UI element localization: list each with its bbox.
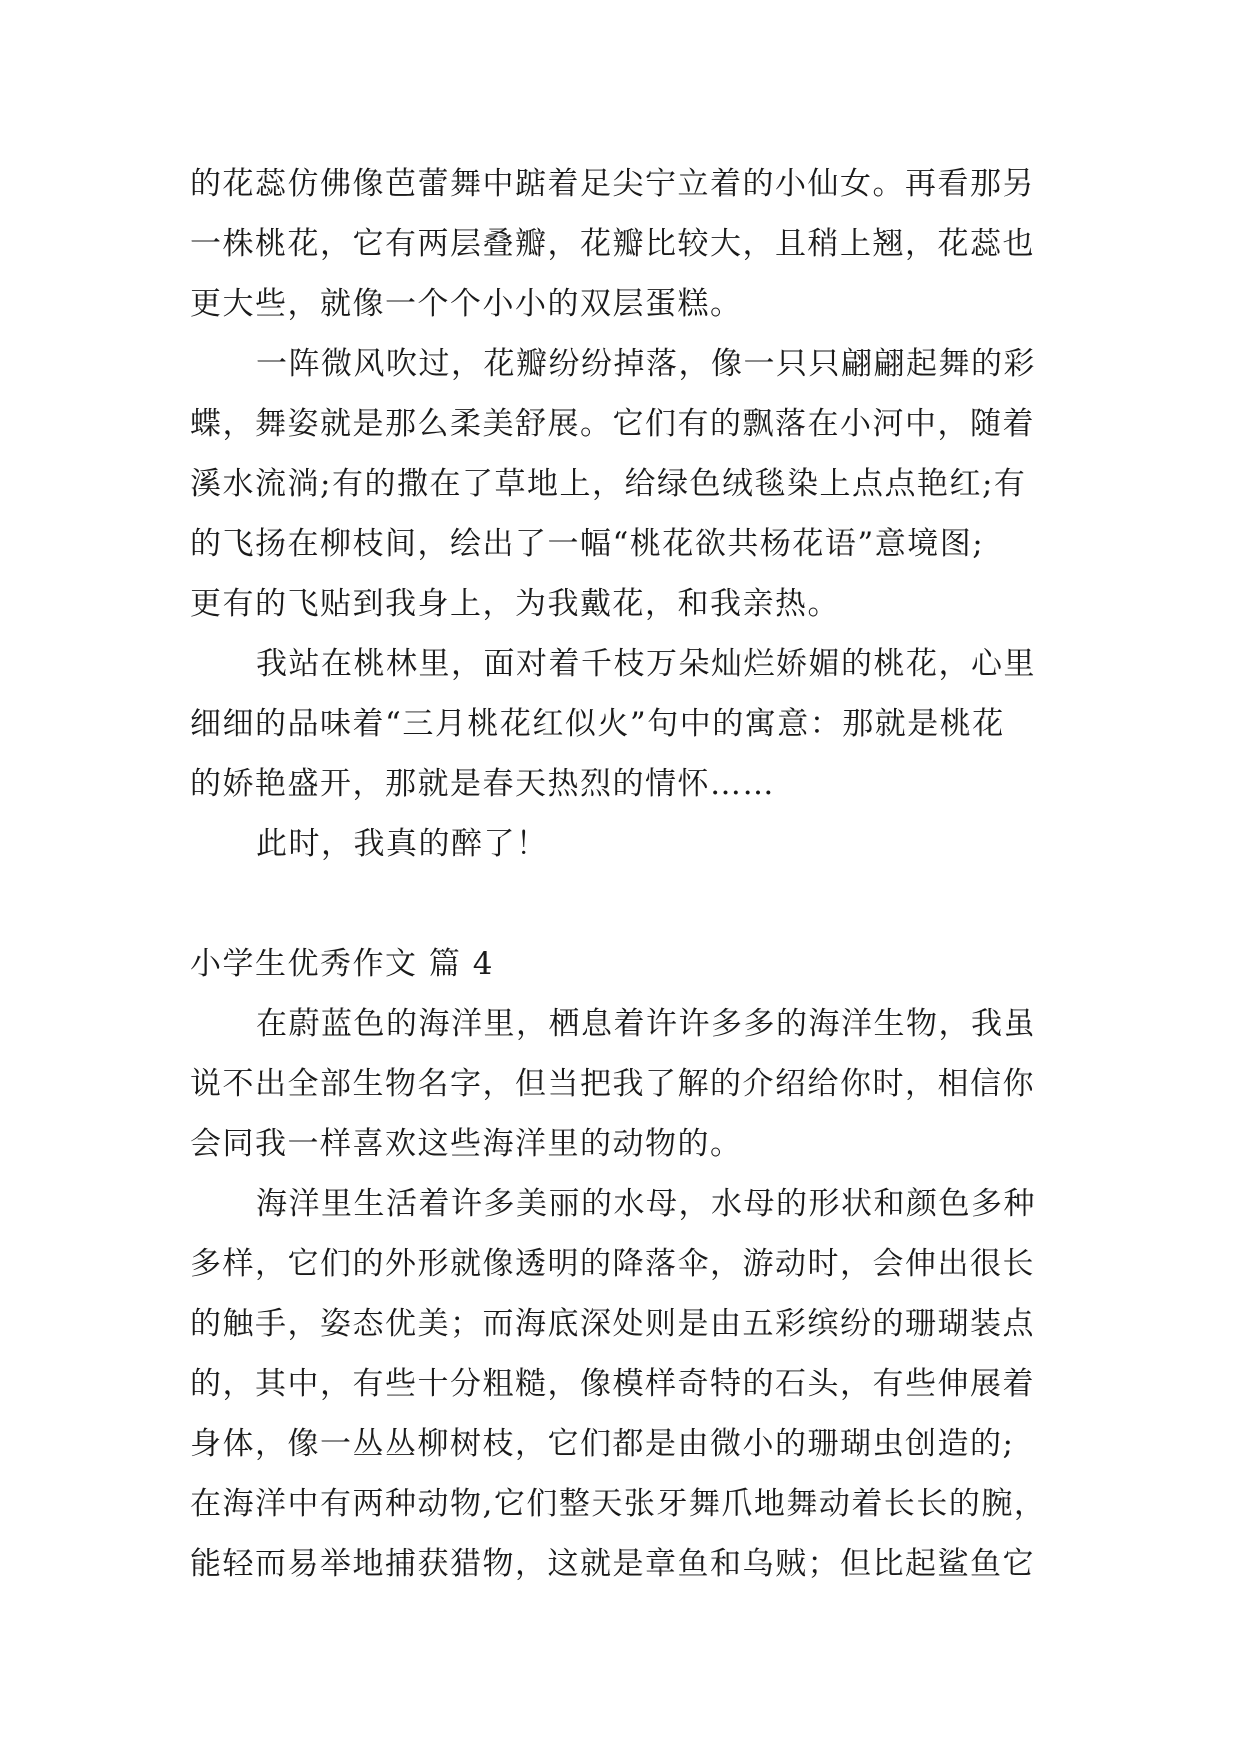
- text-line: 的，其中，有些十分粗糙，像模样奇特的石头，有些伸展着: [190, 1366, 1035, 1402]
- text-line: 的触手，姿态优美；而海底深处则是由五彩缤纷的珊瑚装点: [190, 1306, 1035, 1342]
- text-line: 一株桃花，它有两层叠瓣，花瓣比较大，且稍上翘，花蕊也: [190, 226, 1035, 262]
- text-line: 会同我一样喜欢这些海洋里的动物的。: [190, 1126, 743, 1162]
- paragraph-ocean-creatures: [190, 1174, 1050, 1594]
- text-line: 身体，像一丛丛柳树枝，它们都是由微小的珊瑚虫创造的;: [190, 1426, 1015, 1462]
- text-line: 溪水流淌;有的撒在了草地上，给绿色绒毯染上点点艳红;有: [190, 466, 1027, 502]
- text-line: 的飞扬在柳枝间，绘出了一幅“桃花欲共杨花语”意境图;: [190, 526, 985, 562]
- text-line: 说不出全部生物名字，但当把我了解的介绍给你时，相信你: [190, 1066, 1035, 1102]
- text-line: 我站在桃林里，面对着千枝万朵灿烂娇媚的桃花，心里: [256, 646, 1036, 682]
- text-line: 一阵微风吹过，花瓣纷纷掉落，像一只只翩翩起舞的彩: [256, 346, 1036, 382]
- section-spacer: [190, 874, 1050, 934]
- text-line: 的娇艳盛开，那就是春天热烈的情怀……: [190, 766, 775, 802]
- paragraph-peach-grove: [190, 634, 1050, 814]
- text-line: 蝶，舞姿就是那么柔美舒展。它们有的飘落在小河中，随着: [190, 406, 1035, 442]
- text-line: 更有的飞贴到我身上，为我戴花，和我亲热。: [190, 586, 840, 622]
- paragraph-conclusion: [190, 814, 1050, 874]
- paragraph-breeze-petals: [190, 334, 1050, 634]
- text-line: 此时，我真的醉了！: [256, 826, 549, 862]
- text-line: 在蔚蓝色的海洋里，栖息着许许多多的海洋生物，我虽: [256, 1006, 1036, 1042]
- paragraph-ocean-intro: [190, 994, 1050, 1174]
- text-line: 细细的品味着“三月桃花红似火”句中的寓意：那就是桃花: [190, 706, 1005, 742]
- text-line: 多样，它们的外形就像透明的降落伞，游动时，会伸出很长: [190, 1246, 1035, 1282]
- text-line: 更大些，就像一个个小小的双层蛋糕。: [190, 286, 743, 322]
- text-line: 在海洋中有两种动物,它们整天张牙舞爪地舞动着长长的腕，: [190, 1486, 1047, 1522]
- text-line: 的花蕊仿佛像芭蕾舞中踮着足尖宁立着的小仙女。再看那另: [190, 166, 1035, 202]
- section-title: 小学生优秀作文 篇 4: [190, 946, 494, 982]
- document-page: [190, 154, 1050, 1594]
- paragraph-peach-blossom-stamen: [190, 154, 1050, 334]
- text-line: 能轻而易举地捕获猎物，这就是章鱼和乌贼；但比起鲨鱼它: [190, 1546, 1035, 1582]
- text-line: 海洋里生活着许多美丽的水母，水母的形状和颜色多种: [256, 1186, 1036, 1222]
